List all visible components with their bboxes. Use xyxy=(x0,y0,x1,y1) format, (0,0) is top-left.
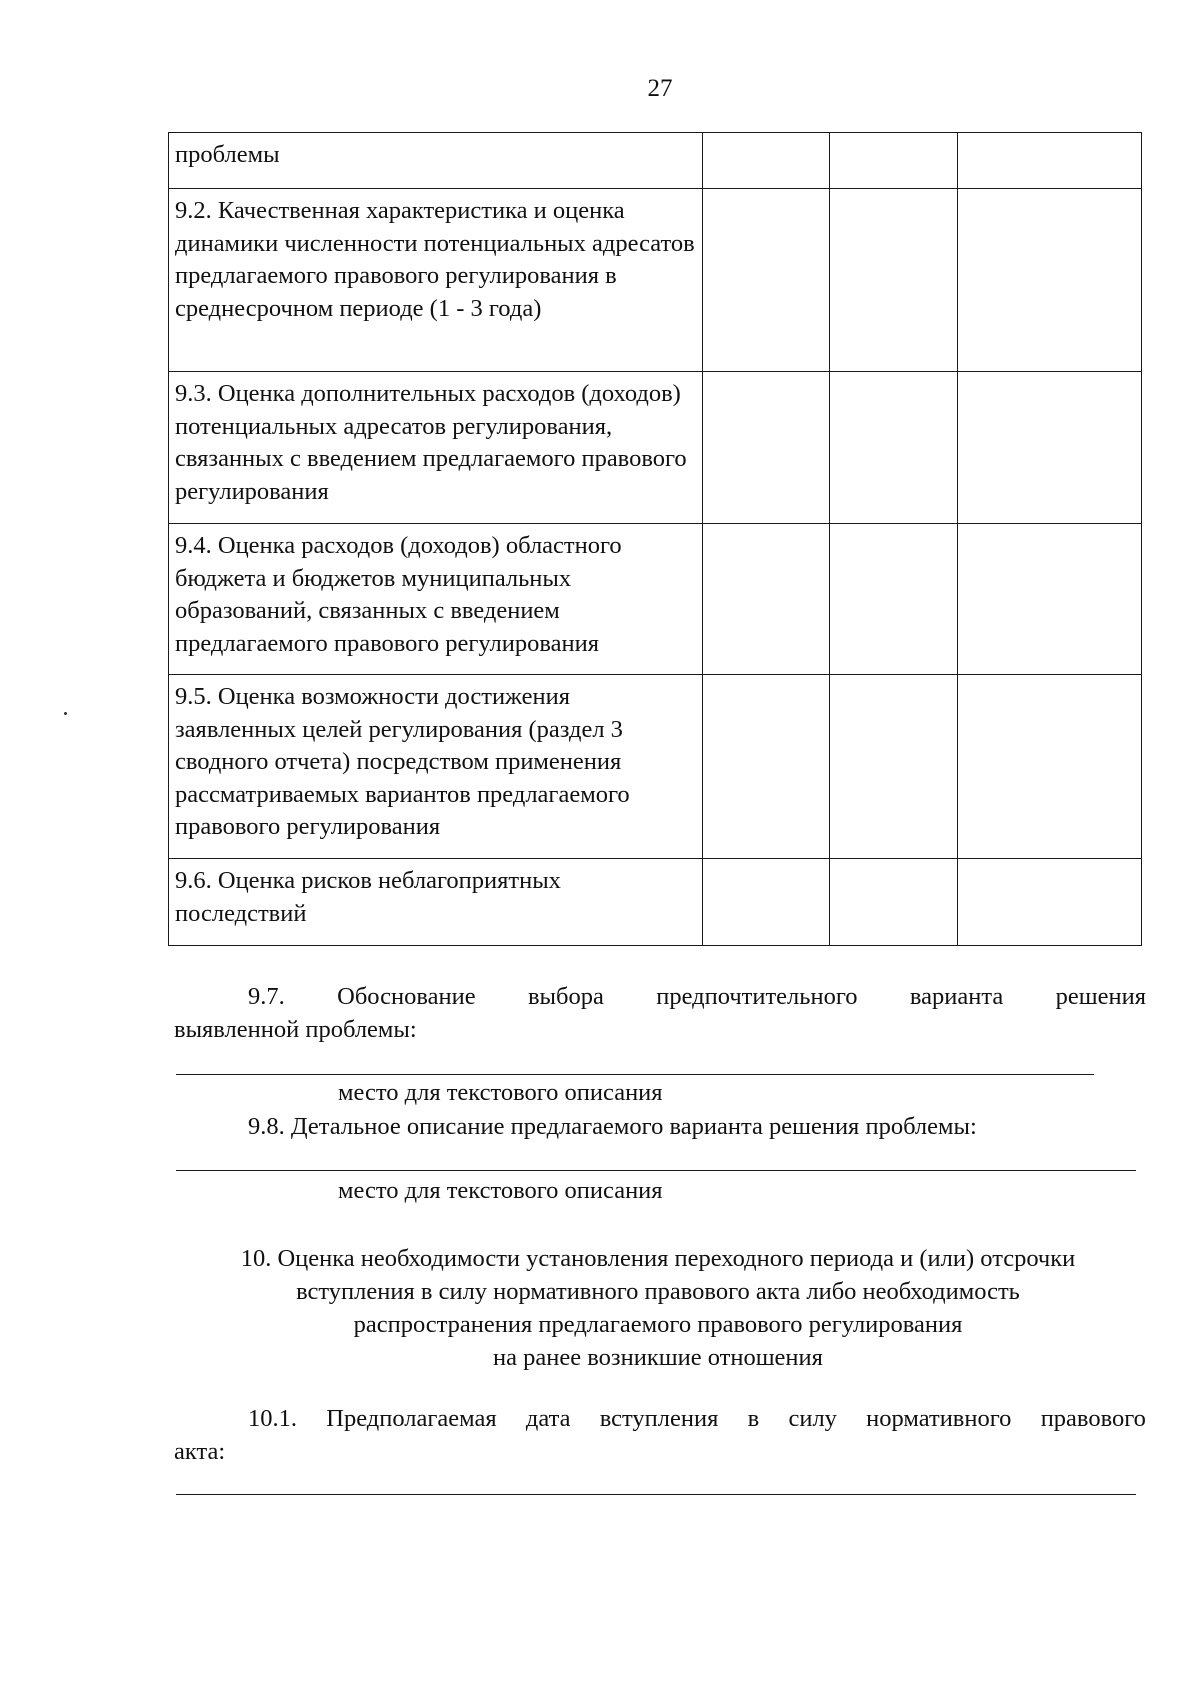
table-cell-empty[interactable] xyxy=(830,675,957,859)
table-cell-empty[interactable] xyxy=(703,189,830,372)
table-cell-empty[interactable] xyxy=(830,372,957,524)
table-cell-empty[interactable] xyxy=(703,859,830,946)
word: нормативного xyxy=(866,1405,1012,1432)
word: 9.7. xyxy=(248,983,285,1010)
table-cell-empty[interactable] xyxy=(830,189,957,372)
word: правового xyxy=(1040,1405,1146,1432)
table-cell-empty[interactable] xyxy=(957,859,1141,946)
text-entry-line[interactable] xyxy=(176,1074,1094,1075)
word: 10.1. xyxy=(248,1405,297,1432)
table-row xyxy=(169,524,1142,675)
placeholder-caption: место для текстового описания xyxy=(338,1177,663,1204)
row-label: 9.5. Оценка возможности достижения заявленных целей регулирования (раздел 3 сводного отчета) посредством применения рассматриваемых вариантов предлагаемого правового регулирования xyxy=(169,675,703,859)
row-label: 9.6. Оценка рисков неблагоприятных последствий xyxy=(169,859,703,946)
table-cell-empty[interactable] xyxy=(703,133,830,189)
heading-line: на ранее возникшие отношения xyxy=(493,1344,823,1371)
table-cell-empty[interactable] xyxy=(957,524,1141,675)
table-cell-empty[interactable] xyxy=(957,372,1141,524)
section-10-1-line-2: акта: xyxy=(174,1438,226,1465)
row-label: 9.2. Качественная характеристика и оценка динамики численности потенциальных адресатов предлагаемого правового регулирования в среднесрочном периоде (1 - 3 года) xyxy=(169,189,703,372)
word: решения xyxy=(1055,983,1146,1010)
section-9-7-paragraph xyxy=(174,980,1146,1046)
word: варианта xyxy=(909,983,1004,1010)
section-9-7-line-1 xyxy=(174,980,1146,1013)
section-9-8-text: 9.8. Детальное описание предлагаемого варианта решения проблемы: xyxy=(248,1113,977,1140)
row-label: проблемы xyxy=(169,133,703,189)
table-row xyxy=(169,372,1142,524)
heading-line: 10. Оценка необходимости установления переходного периода и (или) отсрочки xyxy=(240,1245,1076,1272)
scan-speck xyxy=(64,712,67,715)
word: в xyxy=(747,1405,760,1432)
word: дата xyxy=(525,1405,571,1432)
word: Обоснование xyxy=(337,983,476,1010)
table-cell-empty[interactable] xyxy=(957,189,1141,372)
table-cell-empty[interactable] xyxy=(830,524,957,675)
word: вступления xyxy=(599,1405,719,1432)
section-9-7-line-2: выявленной проблемы: xyxy=(174,1016,417,1043)
heading-line: распространения предлагаемого правового регулирования xyxy=(353,1311,963,1338)
row-label: 9.4. Оценка расходов (доходов) областного бюджета и бюджетов муниципальных образований, связанных с введением предлагаемого правового регулирования xyxy=(169,524,703,675)
word: силу xyxy=(788,1405,837,1432)
table-cell-empty[interactable] xyxy=(830,133,957,189)
table-row xyxy=(169,859,1142,946)
table-cell-empty[interactable] xyxy=(703,675,830,859)
table-cell-empty[interactable] xyxy=(703,372,830,524)
text-entry-line[interactable] xyxy=(176,1170,1136,1171)
table-row xyxy=(169,189,1142,372)
table-cell-empty[interactable] xyxy=(830,859,957,946)
section-10-1-line-1 xyxy=(174,1402,1146,1435)
section-10-1-paragraph xyxy=(174,1402,1146,1468)
section-10-heading xyxy=(168,1242,1148,1374)
word: выбора xyxy=(527,983,604,1010)
text-entry-line[interactable] xyxy=(176,1494,1136,1495)
evaluation-table xyxy=(168,132,1142,946)
placeholder-caption: место для текстового описания xyxy=(338,1079,663,1106)
page-number: 27 xyxy=(647,75,673,102)
heading-line: вступления в силу нормативного правового акта либо необходимость xyxy=(296,1278,1020,1305)
table-cell-empty[interactable] xyxy=(957,675,1141,859)
word: Предполагаемая xyxy=(326,1405,497,1432)
row-label: 9.3. Оценка дополнительных расходов (доходов) потенциальных адресатов регулирования, связанных с введением предлагаемого правового регулирования xyxy=(169,372,703,524)
table-row xyxy=(169,133,1142,189)
table-cell-empty[interactable] xyxy=(957,133,1141,189)
table-row xyxy=(169,675,1142,859)
word: предпочтительного xyxy=(656,983,858,1010)
table-cell-empty[interactable] xyxy=(703,524,830,675)
